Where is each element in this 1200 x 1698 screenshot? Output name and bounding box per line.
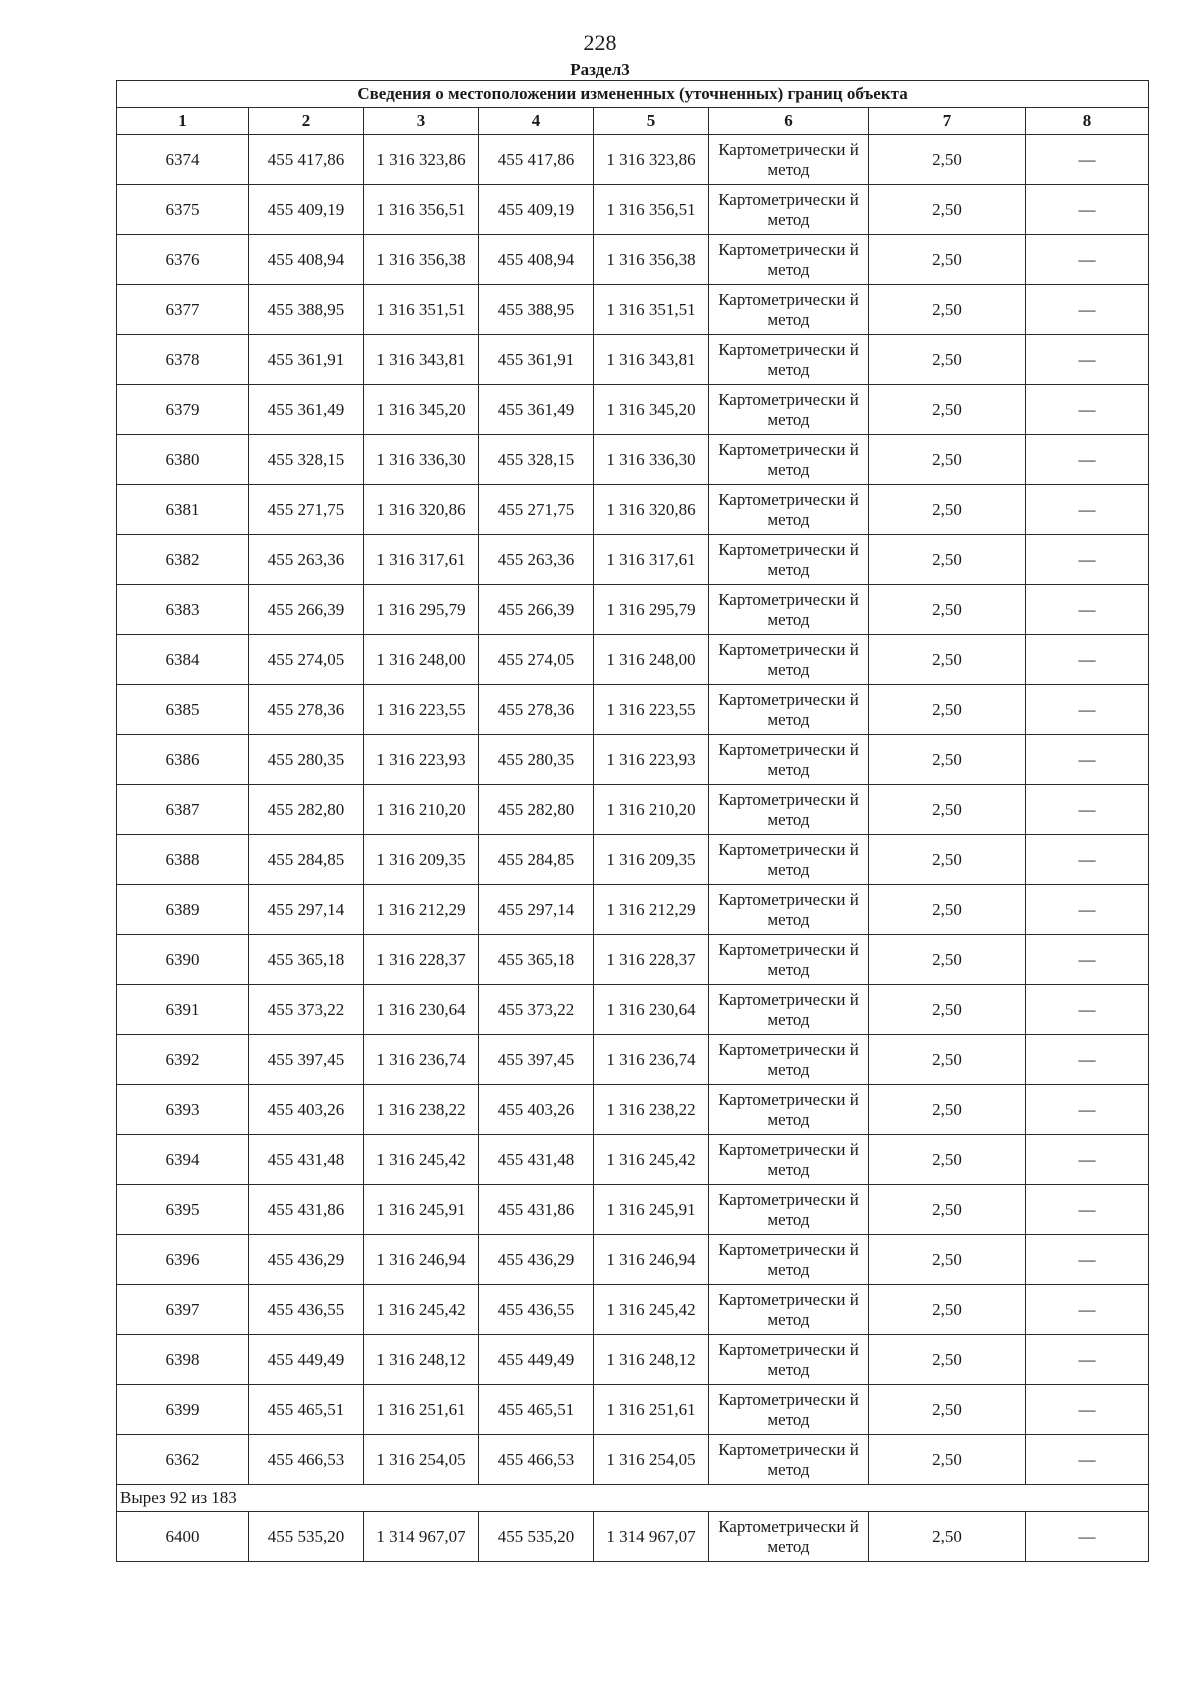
x-new-cell: 455 274,05 <box>479 635 594 685</box>
method-cell: Картометрически й метод <box>709 1235 869 1285</box>
method-cell: Картометрически й метод <box>709 335 869 385</box>
column-number: 5 <box>594 108 709 135</box>
method-cell: Картометрически й метод <box>709 435 869 485</box>
method-cell: Картометрически й метод <box>709 685 869 735</box>
x-old-cell: 455 266,39 <box>249 585 364 635</box>
y-new-cell: 1 316 230,64 <box>594 985 709 1035</box>
point-number-cell: 6385 <box>117 685 249 735</box>
point-number-cell: 6379 <box>117 385 249 435</box>
method-cell: Картометрически й метод <box>709 485 869 535</box>
table-caption: Сведения о местоположении измененных (уточненных) границ объекта <box>117 81 1149 108</box>
method-cell: Картометрически й метод <box>709 835 869 885</box>
point-number-cell: 6388 <box>117 835 249 885</box>
x-new-cell: 455 284,85 <box>479 835 594 885</box>
description-cell: — <box>1026 535 1149 585</box>
y-new-cell: 1 316 320,86 <box>594 485 709 535</box>
x-old-cell: 455 431,86 <box>249 1185 364 1235</box>
y-new-cell: 1 316 223,55 <box>594 685 709 735</box>
x-old-cell: 455 280,35 <box>249 735 364 785</box>
precision-cell: 2,50 <box>869 335 1026 385</box>
method-cell: Картометрически й метод <box>709 1135 869 1185</box>
point-number-cell: 6398 <box>117 1335 249 1385</box>
table-body-group1 <box>117 135 1149 1485</box>
point-number-cell: 6400 <box>117 1512 249 1562</box>
y-old-cell: 1 316 245,91 <box>364 1185 479 1235</box>
y-new-cell: 1 316 343,81 <box>594 335 709 385</box>
point-number-cell: 6381 <box>117 485 249 535</box>
x-old-cell: 455 361,91 <box>249 335 364 385</box>
table-row <box>117 1235 1149 1285</box>
description-cell: — <box>1026 185 1149 235</box>
description-cell: — <box>1026 1512 1149 1562</box>
table-row <box>117 385 1149 435</box>
description-cell: — <box>1026 785 1149 835</box>
y-old-cell: 1 316 320,86 <box>364 485 479 535</box>
precision-cell: 2,50 <box>869 1512 1026 1562</box>
y-new-cell: 1 316 323,86 <box>594 135 709 185</box>
table-body-group2 <box>117 1512 1149 1562</box>
precision-cell: 2,50 <box>869 1385 1026 1435</box>
y-old-cell: 1 316 209,35 <box>364 835 479 885</box>
method-cell: Картометрически й метод <box>709 1512 869 1562</box>
table-row <box>117 685 1149 735</box>
y-old-cell: 1 316 317,61 <box>364 535 479 585</box>
y-old-cell: 1 316 236,74 <box>364 1035 479 1085</box>
x-old-cell: 455 365,18 <box>249 935 364 985</box>
point-number-cell: 6396 <box>117 1235 249 1285</box>
method-cell: Картометрически й метод <box>709 1185 869 1235</box>
y-old-cell: 1 316 251,61 <box>364 1385 479 1435</box>
x-old-cell: 455 278,36 <box>249 685 364 735</box>
y-new-cell: 1 316 246,94 <box>594 1235 709 1285</box>
column-number: 4 <box>479 108 594 135</box>
y-old-cell: 1 316 323,86 <box>364 135 479 185</box>
table-row <box>117 785 1149 835</box>
y-new-cell: 1 316 345,20 <box>594 385 709 435</box>
description-cell: — <box>1026 1335 1149 1385</box>
y-old-cell: 1 316 230,64 <box>364 985 479 1035</box>
x-new-cell: 455 436,55 <box>479 1285 594 1335</box>
x-new-cell: 455 388,95 <box>479 285 594 335</box>
x-new-cell: 455 263,36 <box>479 535 594 585</box>
description-cell: — <box>1026 285 1149 335</box>
method-cell: Картометрически й метод <box>709 585 869 635</box>
table-row <box>117 285 1149 335</box>
x-old-cell: 455 408,94 <box>249 235 364 285</box>
x-old-cell: 455 436,55 <box>249 1285 364 1335</box>
point-number-cell: 6386 <box>117 735 249 785</box>
y-new-cell: 1 316 254,05 <box>594 1435 709 1485</box>
y-old-cell: 1 316 248,12 <box>364 1335 479 1385</box>
y-old-cell: 1 316 248,00 <box>364 635 479 685</box>
column-number-row <box>117 108 1149 135</box>
description-cell: — <box>1026 1035 1149 1085</box>
point-number-cell: 6377 <box>117 285 249 335</box>
precision-cell: 2,50 <box>869 935 1026 985</box>
method-cell: Картометрически й метод <box>709 135 869 185</box>
precision-cell: 2,50 <box>869 235 1026 285</box>
method-cell: Картометрически й метод <box>709 885 869 935</box>
x-new-cell: 455 266,39 <box>479 585 594 635</box>
x-new-cell: 455 397,45 <box>479 1035 594 1085</box>
y-new-cell: 1 316 317,61 <box>594 535 709 585</box>
column-number: 1 <box>117 108 249 135</box>
x-new-cell: 455 361,49 <box>479 385 594 435</box>
x-new-cell: 455 535,20 <box>479 1512 594 1562</box>
precision-cell: 2,50 <box>869 735 1026 785</box>
y-old-cell: 1 316 223,93 <box>364 735 479 785</box>
method-cell: Картометрически й метод <box>709 735 869 785</box>
point-number-cell: 6392 <box>117 1035 249 1085</box>
coordinates-table <box>116 80 1149 1562</box>
y-old-cell: 1 316 336,30 <box>364 435 479 485</box>
x-new-cell: 455 361,91 <box>479 335 594 385</box>
method-cell: Картометрически й метод <box>709 1035 869 1085</box>
table-row <box>117 1512 1149 1562</box>
precision-cell: 2,50 <box>869 785 1026 835</box>
x-new-cell: 455 466,53 <box>479 1435 594 1485</box>
precision-cell: 2,50 <box>869 635 1026 685</box>
point-number-cell: 6375 <box>117 185 249 235</box>
table-row <box>117 1185 1149 1235</box>
method-cell: Картометрически й метод <box>709 185 869 235</box>
precision-cell: 2,50 <box>869 1285 1026 1335</box>
table-row <box>117 1285 1149 1335</box>
x-new-cell: 455 403,26 <box>479 1085 594 1135</box>
x-old-cell: 455 465,51 <box>249 1385 364 1435</box>
x-new-cell: 455 365,18 <box>479 935 594 985</box>
x-old-cell: 455 388,95 <box>249 285 364 335</box>
y-new-cell: 1 316 223,93 <box>594 735 709 785</box>
y-new-cell: 1 316 356,51 <box>594 185 709 235</box>
x-new-cell: 455 297,14 <box>479 885 594 935</box>
method-cell: Картометрически й метод <box>709 785 869 835</box>
precision-cell: 2,50 <box>869 1235 1026 1285</box>
precision-cell: 2,50 <box>869 135 1026 185</box>
precision-cell: 2,50 <box>869 1335 1026 1385</box>
x-old-cell: 455 466,53 <box>249 1435 364 1485</box>
description-cell: — <box>1026 385 1149 435</box>
y-new-cell: 1 316 228,37 <box>594 935 709 985</box>
point-number-cell: 6393 <box>117 1085 249 1135</box>
y-old-cell: 1 316 212,29 <box>364 885 479 935</box>
precision-cell: 2,50 <box>869 185 1026 235</box>
method-cell: Картометрически й метод <box>709 1435 869 1485</box>
x-old-cell: 455 297,14 <box>249 885 364 935</box>
x-old-cell: 455 403,26 <box>249 1085 364 1135</box>
table-row <box>117 535 1149 585</box>
y-new-cell: 1 316 245,91 <box>594 1185 709 1235</box>
point-number-cell: 6391 <box>117 985 249 1035</box>
y-new-cell: 1 316 248,00 <box>594 635 709 685</box>
precision-cell: 2,50 <box>869 1085 1026 1135</box>
y-new-cell: 1 316 248,12 <box>594 1335 709 1385</box>
table-row <box>117 985 1149 1035</box>
table-row <box>117 1385 1149 1435</box>
precision-cell: 2,50 <box>869 885 1026 935</box>
point-number-cell: 6384 <box>117 635 249 685</box>
column-number: 8 <box>1026 108 1149 135</box>
y-new-cell: 1 316 210,20 <box>594 785 709 835</box>
description-cell: — <box>1026 1435 1149 1485</box>
point-number-cell: 6362 <box>117 1435 249 1485</box>
point-number-cell: 6394 <box>117 1135 249 1185</box>
x-new-cell: 455 465,51 <box>479 1385 594 1435</box>
y-new-cell: 1 316 209,35 <box>594 835 709 885</box>
x-old-cell: 455 271,75 <box>249 485 364 535</box>
method-cell: Картометрически й метод <box>709 235 869 285</box>
description-cell: — <box>1026 885 1149 935</box>
x-old-cell: 455 263,36 <box>249 535 364 585</box>
table-row <box>117 735 1149 785</box>
y-new-cell: 1 316 351,51 <box>594 285 709 335</box>
point-number-cell: 6395 <box>117 1185 249 1235</box>
table-row <box>117 435 1149 485</box>
x-new-cell: 455 271,75 <box>479 485 594 535</box>
precision-cell: 2,50 <box>869 585 1026 635</box>
method-cell: Картометрически й метод <box>709 1285 869 1335</box>
x-old-cell: 455 284,85 <box>249 835 364 885</box>
point-number-cell: 6383 <box>117 585 249 635</box>
table-row <box>117 1035 1149 1085</box>
y-old-cell: 1 316 254,05 <box>364 1435 479 1485</box>
table-row <box>117 485 1149 535</box>
x-old-cell: 455 274,05 <box>249 635 364 685</box>
column-number: 2 <box>249 108 364 135</box>
description-cell: — <box>1026 485 1149 535</box>
table-row <box>117 1335 1149 1385</box>
y-new-cell: 1 314 967,07 <box>594 1512 709 1562</box>
description-cell: — <box>1026 985 1149 1035</box>
description-cell: — <box>1026 935 1149 985</box>
description-cell: — <box>1026 1185 1149 1235</box>
x-old-cell: 455 361,49 <box>249 385 364 435</box>
description-cell: — <box>1026 585 1149 635</box>
point-number-cell: 6376 <box>117 235 249 285</box>
x-new-cell: 455 431,86 <box>479 1185 594 1235</box>
subsection-note: Вырез 92 из 183 <box>117 1485 1149 1512</box>
y-old-cell: 1 316 210,20 <box>364 785 479 835</box>
method-cell: Картометрически й метод <box>709 635 869 685</box>
method-cell: Картометрически й метод <box>709 1335 869 1385</box>
y-old-cell: 1 316 245,42 <box>364 1135 479 1185</box>
precision-cell: 2,50 <box>869 485 1026 535</box>
precision-cell: 2,50 <box>869 685 1026 735</box>
y-old-cell: 1 314 967,07 <box>364 1512 479 1562</box>
method-cell: Картометрически й метод <box>709 385 869 435</box>
point-number-cell: 6399 <box>117 1385 249 1435</box>
point-number-cell: 6389 <box>117 885 249 935</box>
precision-cell: 2,50 <box>869 285 1026 335</box>
method-cell: Картометрически й метод <box>709 285 869 335</box>
y-old-cell: 1 316 238,22 <box>364 1085 479 1135</box>
point-number-cell: 6390 <box>117 935 249 985</box>
precision-cell: 2,50 <box>869 385 1026 435</box>
precision-cell: 2,50 <box>869 835 1026 885</box>
x-new-cell: 455 409,19 <box>479 185 594 235</box>
y-old-cell: 1 316 351,51 <box>364 285 479 335</box>
precision-cell: 2,50 <box>869 1185 1026 1235</box>
method-cell: Картометрически й метод <box>709 535 869 585</box>
x-old-cell: 455 397,45 <box>249 1035 364 1085</box>
y-new-cell: 1 316 356,38 <box>594 235 709 285</box>
table-row <box>117 335 1149 385</box>
description-cell: — <box>1026 1385 1149 1435</box>
x-old-cell: 455 373,22 <box>249 985 364 1035</box>
x-old-cell: 455 328,15 <box>249 435 364 485</box>
precision-cell: 2,50 <box>869 1135 1026 1185</box>
table-row <box>117 635 1149 685</box>
table-row <box>117 835 1149 885</box>
method-cell: Картометрически й метод <box>709 1385 869 1435</box>
precision-cell: 2,50 <box>869 1035 1026 1085</box>
x-old-cell: 455 436,29 <box>249 1235 364 1285</box>
y-new-cell: 1 316 245,42 <box>594 1285 709 1335</box>
x-new-cell: 455 373,22 <box>479 985 594 1035</box>
description-cell: — <box>1026 685 1149 735</box>
point-number-cell: 6380 <box>117 435 249 485</box>
column-number: 6 <box>709 108 869 135</box>
table-row <box>117 935 1149 985</box>
precision-cell: 2,50 <box>869 435 1026 485</box>
description-cell: — <box>1026 1135 1149 1185</box>
description-cell: — <box>1026 235 1149 285</box>
x-new-cell: 455 280,35 <box>479 735 594 785</box>
precision-cell: 2,50 <box>869 1435 1026 1485</box>
description-cell: — <box>1026 1235 1149 1285</box>
y-old-cell: 1 316 343,81 <box>364 335 479 385</box>
page-number: 228 <box>583 30 617 55</box>
description-cell: — <box>1026 1285 1149 1335</box>
x-old-cell: 455 417,86 <box>249 135 364 185</box>
method-cell: Картометрически й метод <box>709 935 869 985</box>
description-cell: — <box>1026 735 1149 785</box>
table-row <box>117 1085 1149 1135</box>
method-cell: Картометрически й метод <box>709 1085 869 1135</box>
y-old-cell: 1 316 223,55 <box>364 685 479 735</box>
description-cell: — <box>1026 135 1149 185</box>
point-number-cell: 6397 <box>117 1285 249 1335</box>
y-old-cell: 1 316 356,38 <box>364 235 479 285</box>
precision-cell: 2,50 <box>869 535 1026 585</box>
y-new-cell: 1 316 295,79 <box>594 585 709 635</box>
table-row <box>117 1135 1149 1185</box>
point-number-cell: 6387 <box>117 785 249 835</box>
description-cell: — <box>1026 835 1149 885</box>
x-new-cell: 455 431,48 <box>479 1135 594 1185</box>
x-new-cell: 455 282,80 <box>479 785 594 835</box>
description-cell: — <box>1026 335 1149 385</box>
x-new-cell: 455 449,49 <box>479 1335 594 1385</box>
table-row <box>117 235 1149 285</box>
column-number: 7 <box>869 108 1026 135</box>
x-old-cell: 455 282,80 <box>249 785 364 835</box>
y-new-cell: 1 316 238,22 <box>594 1085 709 1135</box>
table-row <box>117 585 1149 635</box>
y-new-cell: 1 316 236,74 <box>594 1035 709 1085</box>
y-old-cell: 1 316 245,42 <box>364 1285 479 1335</box>
point-number-cell: 6378 <box>117 335 249 385</box>
subsection-note-body <box>117 1485 1149 1512</box>
y-old-cell: 1 316 345,20 <box>364 385 479 435</box>
x-old-cell: 455 431,48 <box>249 1135 364 1185</box>
x-new-cell: 455 417,86 <box>479 135 594 185</box>
point-number-cell: 6374 <box>117 135 249 185</box>
y-new-cell: 1 316 251,61 <box>594 1385 709 1435</box>
description-cell: — <box>1026 635 1149 685</box>
description-cell: — <box>1026 435 1149 485</box>
method-cell: Картометрически й метод <box>709 985 869 1035</box>
table-row <box>117 885 1149 935</box>
x-new-cell: 455 436,29 <box>479 1235 594 1285</box>
x-old-cell: 455 449,49 <box>249 1335 364 1385</box>
point-number-cell: 6382 <box>117 535 249 585</box>
y-old-cell: 1 316 246,94 <box>364 1235 479 1285</box>
x-new-cell: 455 278,36 <box>479 685 594 735</box>
section-title: Раздел3 <box>570 60 630 79</box>
y-new-cell: 1 316 245,42 <box>594 1135 709 1185</box>
precision-cell: 2,50 <box>869 985 1026 1035</box>
x-old-cell: 455 535,20 <box>249 1512 364 1562</box>
column-number: 3 <box>364 108 479 135</box>
x-old-cell: 455 409,19 <box>249 185 364 235</box>
table-row <box>117 135 1149 185</box>
description-cell: — <box>1026 1085 1149 1135</box>
y-new-cell: 1 316 212,29 <box>594 885 709 935</box>
y-old-cell: 1 316 295,79 <box>364 585 479 635</box>
table-row <box>117 185 1149 235</box>
y-new-cell: 1 316 336,30 <box>594 435 709 485</box>
y-old-cell: 1 316 228,37 <box>364 935 479 985</box>
x-new-cell: 455 328,15 <box>479 435 594 485</box>
x-new-cell: 455 408,94 <box>479 235 594 285</box>
y-old-cell: 1 316 356,51 <box>364 185 479 235</box>
table-row <box>117 1435 1149 1485</box>
